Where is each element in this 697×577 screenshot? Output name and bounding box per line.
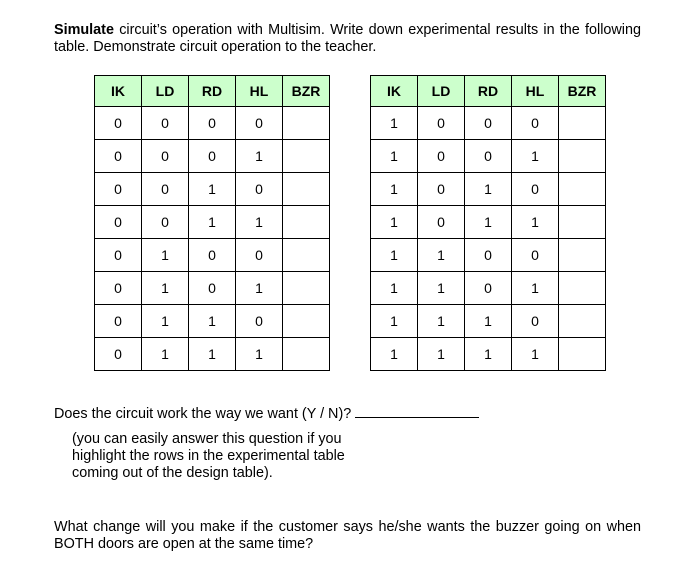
header-hl: HL [236, 76, 283, 107]
cell-ld: 0 [142, 206, 189, 239]
cell-hl: 0 [512, 239, 559, 272]
cell-rd: 1 [189, 206, 236, 239]
header-bzr: BZR [283, 76, 330, 107]
header-ik: IK [371, 76, 418, 107]
cell-rd: 1 [465, 305, 512, 338]
cell-ik: 1 [371, 140, 418, 173]
cell-ik: 1 [371, 338, 418, 371]
cell-ld: 1 [142, 305, 189, 338]
cell-ik: 0 [95, 239, 142, 272]
question-buzzer-change: What change will you make if the customer says he/she wants the buzzer going on when BOTH doors are open at the same time? [54, 519, 641, 552]
bzr-entry-cell[interactable] [283, 272, 330, 305]
header-rd: RD [465, 76, 512, 107]
table-row [371, 239, 606, 272]
cell-hl: 0 [236, 173, 283, 206]
table-row [95, 173, 330, 206]
table-row [371, 338, 606, 371]
cell-rd: 1 [189, 173, 236, 206]
cell-hl: 1 [512, 338, 559, 371]
cell-ld: 1 [418, 338, 465, 371]
bzr-entry-cell[interactable] [559, 173, 606, 206]
bzr-entry-cell[interactable] [559, 272, 606, 305]
header-rd: RD [189, 76, 236, 107]
cell-ld: 1 [142, 338, 189, 371]
bzr-entry-cell[interactable] [283, 305, 330, 338]
bzr-entry-cell[interactable] [559, 338, 606, 371]
cell-hl: 0 [236, 107, 283, 140]
cell-rd: 0 [189, 140, 236, 173]
cell-hl: 1 [236, 338, 283, 371]
cell-hl: 0 [236, 305, 283, 338]
cell-ik: 1 [371, 239, 418, 272]
cell-rd: 1 [189, 338, 236, 371]
cell-rd: 1 [189, 305, 236, 338]
cell-ik: 1 [371, 173, 418, 206]
cell-hl: 1 [512, 272, 559, 305]
results-table-ik-0 [94, 75, 330, 371]
cell-ld: 0 [142, 173, 189, 206]
header-ld: LD [418, 76, 465, 107]
table-header-row [95, 76, 330, 107]
cell-ik: 1 [371, 107, 418, 140]
bzr-entry-cell[interactable] [283, 239, 330, 272]
instructions-text: circuit’s operation with Multisim. Write down experimental results in the following table. Demonstrate circuit operation to the teacher. [54, 22, 641, 55]
table-header-row [371, 76, 606, 107]
cell-hl: 0 [512, 107, 559, 140]
cell-ik: 1 [371, 272, 418, 305]
cell-rd: 0 [189, 107, 236, 140]
cell-ld: 0 [418, 206, 465, 239]
cell-rd: 1 [465, 206, 512, 239]
cell-ld: 0 [418, 140, 465, 173]
cell-ld: 0 [142, 107, 189, 140]
cell-hl: 1 [236, 272, 283, 305]
cell-rd: 0 [465, 272, 512, 305]
cell-ik: 0 [95, 206, 142, 239]
cell-rd: 0 [465, 107, 512, 140]
cell-ld: 1 [418, 272, 465, 305]
table-row [95, 206, 330, 239]
bzr-entry-cell[interactable] [283, 173, 330, 206]
bzr-entry-cell[interactable] [559, 107, 606, 140]
cell-ik: 0 [95, 272, 142, 305]
cell-rd: 0 [465, 239, 512, 272]
results-table-ik-1 [370, 75, 606, 371]
bzr-entry-cell[interactable] [559, 140, 606, 173]
table-row [371, 173, 606, 206]
cell-ld: 1 [142, 272, 189, 305]
cell-hl: 0 [512, 305, 559, 338]
header-bzr: BZR [559, 76, 606, 107]
cell-hl: 0 [236, 239, 283, 272]
cell-rd: 1 [465, 173, 512, 206]
cell-hl: 1 [512, 140, 559, 173]
table-row [371, 107, 606, 140]
bzr-entry-cell[interactable] [559, 305, 606, 338]
answer-blank-line[interactable] [355, 404, 479, 418]
cell-ld: 0 [418, 173, 465, 206]
table-row [95, 239, 330, 272]
cell-ld: 1 [142, 239, 189, 272]
header-hl: HL [512, 76, 559, 107]
cell-ik: 0 [95, 107, 142, 140]
cell-ik: 0 [95, 305, 142, 338]
header-ld: LD [142, 76, 189, 107]
cell-ld: 0 [142, 140, 189, 173]
header-ik: IK [95, 76, 142, 107]
cell-ld: 0 [418, 107, 465, 140]
cell-ld: 1 [418, 305, 465, 338]
cell-ik: 1 [371, 206, 418, 239]
bzr-entry-cell[interactable] [283, 206, 330, 239]
bzr-entry-cell[interactable] [559, 206, 606, 239]
bzr-entry-cell[interactable] [283, 338, 330, 371]
bzr-entry-cell[interactable] [283, 107, 330, 140]
question-circuit-works [54, 404, 479, 423]
bzr-entry-cell[interactable] [283, 140, 330, 173]
cell-hl: 1 [236, 206, 283, 239]
bzr-entry-cell[interactable] [559, 239, 606, 272]
cell-hl: 0 [512, 173, 559, 206]
cell-rd: 0 [189, 272, 236, 305]
cell-ik: 0 [95, 140, 142, 173]
instructions-bold-word: Simulate [54, 22, 114, 38]
table-row [95, 140, 330, 173]
cell-ik: 0 [95, 338, 142, 371]
table-row [95, 272, 330, 305]
cell-hl: 1 [236, 140, 283, 173]
table-row [371, 272, 606, 305]
table-row [95, 107, 330, 140]
cell-rd: 0 [465, 140, 512, 173]
instructions-paragraph [54, 22, 641, 56]
cell-ik: 1 [371, 305, 418, 338]
cell-ik: 0 [95, 173, 142, 206]
table-row [371, 305, 606, 338]
hint-text: (you can easily answer this question if you highlight the rows in the experimental table coming out of the design table). [72, 431, 345, 481]
cell-ld: 1 [418, 239, 465, 272]
table-row [95, 305, 330, 338]
table-row [371, 206, 606, 239]
cell-rd: 0 [189, 239, 236, 272]
table-row [95, 338, 330, 371]
table-row [371, 140, 606, 173]
cell-rd: 1 [465, 338, 512, 371]
question-circuit-works-text: Does the circuit work the way we want (Y / N)? [54, 406, 352, 422]
cell-hl: 1 [512, 206, 559, 239]
